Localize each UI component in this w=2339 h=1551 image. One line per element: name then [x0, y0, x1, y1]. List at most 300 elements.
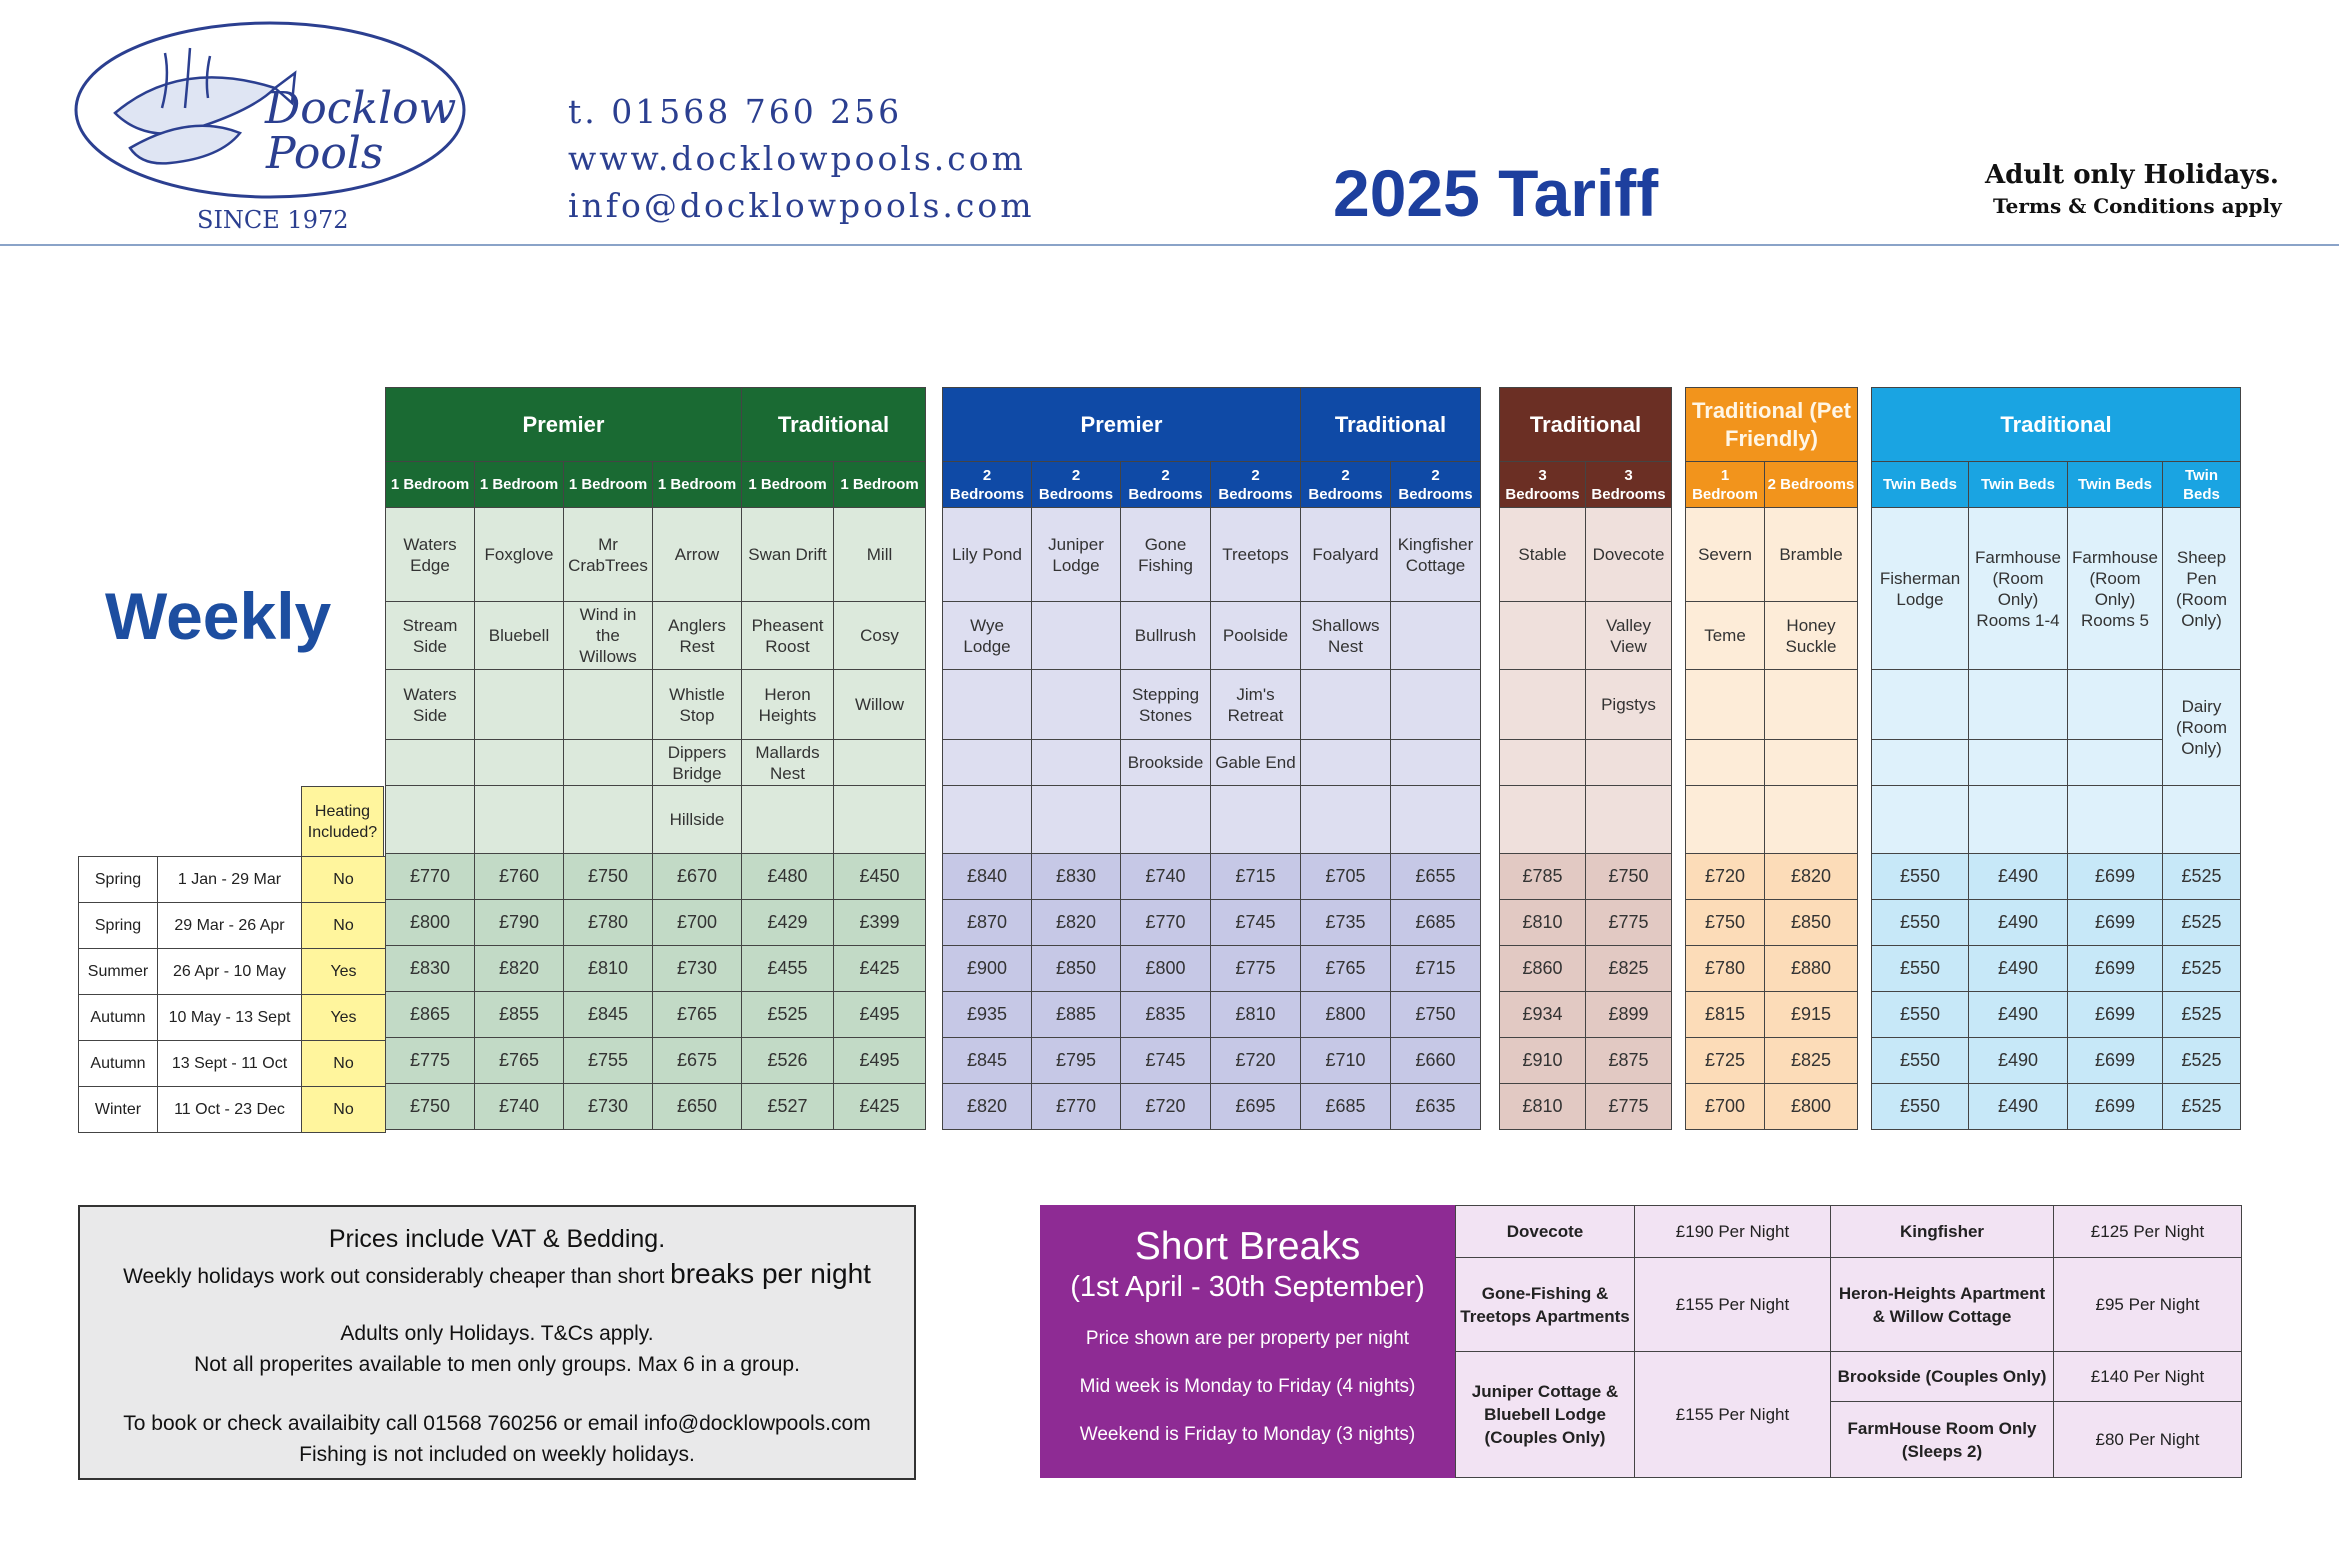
property-name: Pigstys: [1586, 670, 1672, 740]
weekly-price: £800: [1121, 946, 1211, 992]
weekly-price: £450: [834, 854, 926, 900]
weekly-price: £855: [475, 992, 564, 1038]
property-row: [386, 602, 926, 670]
property-name: [1121, 786, 1211, 854]
season-name: Autumn: [79, 1041, 158, 1087]
short-breaks-table: [1455, 1205, 2242, 1478]
property-name: [1765, 740, 1858, 786]
property-name: Bullrush: [1121, 602, 1211, 670]
weekly-price: £810: [564, 946, 653, 992]
weekly-price: £700: [1686, 1084, 1765, 1130]
short-breaks-box: [1040, 1205, 1455, 1478]
weekly-price: £850: [1032, 946, 1121, 992]
weekly-price: £525: [2163, 900, 2241, 946]
weekly-price: £480: [742, 854, 834, 900]
group-category-header: Traditional (Pet Friendly): [1686, 388, 1858, 462]
group-category-header: Premier: [386, 388, 742, 462]
property-name: [1686, 740, 1765, 786]
property-name: Treetops: [1211, 508, 1301, 602]
short-breaks-dates: (1st April - 30th September): [1070, 1271, 1425, 1303]
property-name: Gable End: [1211, 740, 1301, 786]
weekly-price: £525: [742, 992, 834, 1038]
property-name: Foxglove: [475, 508, 564, 602]
weekly-price: £885: [1032, 992, 1121, 1038]
weekly-price: £495: [834, 992, 926, 1038]
weekly-price: £699: [2068, 1038, 2163, 1084]
bedrooms-label: 1 Bedroom: [564, 462, 653, 508]
weekly-price: £775: [1211, 946, 1301, 992]
price-row: [1500, 1084, 1672, 1130]
weekly-price: £810: [1500, 1084, 1586, 1130]
info-groups: Not all properites available to men only groups. Max 6 in a group.: [194, 1353, 800, 1376]
group-header-row: [1686, 388, 1858, 462]
price-row: [386, 900, 926, 946]
property-name: Willow: [834, 670, 926, 740]
bedrooms-label: 2 Bedrooms: [1211, 462, 1301, 508]
weekly-price: £875: [1586, 1038, 1672, 1084]
weekly-heading: Weekly: [105, 579, 332, 653]
property-name: [1686, 786, 1765, 854]
weekly-price: £425: [834, 946, 926, 992]
property-name: [2068, 670, 2163, 740]
property-name: [1032, 740, 1121, 786]
property-name: Honey Suckle: [1765, 602, 1858, 670]
weekly-price: £845: [943, 1038, 1032, 1084]
season-name: Spring: [79, 903, 158, 949]
weekly-price: £760: [475, 854, 564, 900]
docklow-pools-logo: [70, 18, 470, 233]
season-name: Summer: [79, 949, 158, 995]
property-row: [1686, 670, 1858, 740]
bedrooms-label: 2 Bedrooms: [1391, 462, 1481, 508]
property-row: [943, 670, 1481, 740]
price-row: [1686, 900, 1858, 946]
short-breaks-note-midweek: Mid week is Monday to Friday (4 nights): [1079, 1376, 1416, 1397]
property-name: [1586, 740, 1672, 786]
weekly-price: £750: [386, 1084, 475, 1130]
season-name: Autumn: [79, 995, 158, 1041]
bedrooms-row: [1872, 462, 2241, 508]
weekly-price: £830: [386, 946, 475, 992]
weekly-price: £735: [1301, 900, 1391, 946]
price-row: [386, 1038, 926, 1084]
property-name: Farmhouse (Room Only) Rooms 5: [2068, 508, 2163, 670]
weekly-price: £725: [1686, 1038, 1765, 1084]
property-name: Jim's Retreat: [1211, 670, 1301, 740]
weekly-price: £935: [943, 992, 1032, 1038]
weekly-price: £525: [2163, 1038, 2241, 1084]
weekly-price: £780: [564, 900, 653, 946]
heating-included: Yes: [302, 949, 386, 995]
weekly-price: £899: [1586, 992, 1672, 1038]
price-row: [386, 1084, 926, 1130]
price-row: [1500, 900, 1672, 946]
weekly-price: £820: [475, 946, 564, 992]
property-name: Mallards Nest: [742, 740, 834, 786]
property-name: Severn: [1686, 508, 1765, 602]
property-name: [475, 670, 564, 740]
property-name: [1391, 670, 1481, 740]
weekly-price: £455: [742, 946, 834, 992]
weekly-price: £525: [2163, 946, 2241, 992]
weekly-price: £780: [1686, 946, 1765, 992]
weekly-price: £765: [475, 1038, 564, 1084]
group-category-header: Traditional: [1872, 388, 2241, 462]
terms-text: Terms & Conditions apply: [1993, 194, 2282, 218]
weekly-price: £670: [653, 854, 742, 900]
contact-email[interactable]: info@docklowpools.com: [568, 186, 1035, 225]
season-dates: 29 Mar - 26 Apr: [158, 903, 302, 949]
weekly-price: £915: [1765, 992, 1858, 1038]
short-breaks-note-weekend: Weekend is Friday to Monday (3 nights): [1079, 1424, 1416, 1445]
price-row: [943, 1084, 1481, 1130]
weekly-price: £765: [1301, 946, 1391, 992]
weekly-price: £730: [653, 946, 742, 992]
weekly-price: £650: [653, 1084, 742, 1130]
weekly-price: £840: [943, 854, 1032, 900]
weekly-price: £775: [1586, 900, 1672, 946]
price-row: [1500, 946, 1672, 992]
property-name: Dovecote: [1586, 508, 1672, 602]
season-dates: 13 Sept - 11 Oct: [158, 1041, 302, 1087]
table-row: [1456, 1258, 2242, 1352]
weekly-price: £495: [834, 1038, 926, 1084]
property-name: [834, 786, 926, 854]
property-name: Gone Fishing: [1121, 508, 1211, 602]
property-row: [1500, 740, 1672, 786]
property-name: [1872, 786, 1969, 854]
weekly-price: £820: [1032, 900, 1121, 946]
bedrooms-label: 2 Bedrooms: [1301, 462, 1391, 508]
property-name: [1301, 740, 1391, 786]
weekly-price: £655: [1391, 854, 1481, 900]
weekly-price: £850: [1765, 900, 1858, 946]
weekly-price: £750: [564, 854, 653, 900]
season-dates: 11 Oct - 23 Dec: [158, 1087, 302, 1133]
weekly-price: £550: [1872, 1084, 1969, 1130]
season-name: Spring: [79, 857, 158, 903]
weekly-price: £860: [1500, 946, 1586, 992]
property-name: [1391, 786, 1481, 854]
table-row: [1456, 1352, 2242, 1402]
property-name: [386, 786, 475, 854]
property-name: [1969, 740, 2068, 786]
heating-included: No: [302, 1087, 386, 1133]
weekly-price: £715: [1211, 854, 1301, 900]
price-row: [386, 854, 926, 900]
weekly-price: £399: [834, 900, 926, 946]
sb-property: Heron-Heights Apartment & Willow Cottage: [1831, 1258, 2054, 1352]
property-name: Fisherman Lodge: [1872, 508, 1969, 670]
bedrooms-row: [386, 462, 926, 508]
property-name: [834, 740, 926, 786]
weekly-price: £825: [1765, 1038, 1858, 1084]
weekly-price: £870: [943, 900, 1032, 946]
season-row: [79, 1087, 386, 1133]
weekly-price: £715: [1391, 946, 1481, 992]
property-name: Farmhouse (Room Only) Rooms 1-4: [1969, 508, 2068, 670]
weekly-price: £900: [943, 946, 1032, 992]
bedrooms-row: [943, 462, 1481, 508]
weekly-price: £755: [564, 1038, 653, 1084]
season-row: [79, 949, 386, 995]
property-name: Cosy: [834, 602, 926, 670]
sb-property: FarmHouse Room Only (Sleeps 2): [1831, 1402, 2054, 1478]
property-name: [742, 786, 834, 854]
property-name: Stable: [1500, 508, 1586, 602]
weekly-price: £550: [1872, 900, 1969, 946]
property-name: Wye Lodge: [943, 602, 1032, 670]
sb-property: Kingfisher: [1831, 1206, 2054, 1258]
bedrooms-label: Twin Beds: [1969, 462, 2068, 508]
weekly-price: £699: [2068, 1084, 2163, 1130]
sb-property: Dovecote: [1456, 1206, 1635, 1258]
season-dates: 1 Jan - 29 Mar: [158, 857, 302, 903]
property-name: Dippers Bridge: [653, 740, 742, 786]
season-row: [79, 857, 386, 903]
weekly-price: £845: [564, 992, 653, 1038]
weekly-price: £699: [2068, 854, 2163, 900]
property-name: [1391, 740, 1481, 786]
bedrooms-label: Twin Beds: [2163, 462, 2241, 508]
sb-price: £80 Per Night: [2054, 1402, 2242, 1478]
logo-name-line2: Pools: [266, 128, 384, 179]
property-name: Mill: [834, 508, 926, 602]
weekly-price: £835: [1121, 992, 1211, 1038]
weekly-price: £490: [1969, 900, 2068, 946]
contact-website[interactable]: www.docklowpools.com: [568, 139, 1026, 178]
group-header-row: [386, 388, 926, 462]
property-row: [1872, 786, 2241, 854]
bedrooms-label: Twin Beds: [1872, 462, 1969, 508]
bedrooms-label: Twin Beds: [2068, 462, 2163, 508]
season-row: [79, 1041, 386, 1087]
property-row: [943, 602, 1481, 670]
property-row: [1500, 602, 1672, 670]
adult-only-text: Adult only Holidays.: [1985, 160, 2279, 190]
weekly-price: £425: [834, 1084, 926, 1130]
logo-since: SINCE 1972: [197, 206, 349, 233]
weekly-price: £800: [1301, 992, 1391, 1038]
sb-property: Brookside (Couples Only): [1831, 1352, 2054, 1402]
weekly-price: £550: [1872, 854, 1969, 900]
weekly-price: £660: [1391, 1038, 1481, 1084]
weekly-price: £775: [386, 1038, 475, 1084]
weekly-price: £770: [1121, 900, 1211, 946]
weekly-price: £745: [1121, 1038, 1211, 1084]
property-name: [1686, 670, 1765, 740]
price-row: [1872, 1084, 2241, 1130]
property-name: Foalyard: [1301, 508, 1391, 602]
tariff-group-table: [1499, 387, 1672, 1130]
property-name: [1032, 602, 1121, 670]
weekly-price: £770: [386, 854, 475, 900]
property-name: Sheep Pen (Room Only): [2163, 508, 2241, 670]
weekly-price: £740: [475, 1084, 564, 1130]
property-name: Stream Side: [386, 602, 475, 670]
bedrooms-label: 1 Bedroom: [742, 462, 834, 508]
weekly-price: £550: [1872, 992, 1969, 1038]
weekly-price: £775: [1586, 1084, 1672, 1130]
property-row: [943, 508, 1481, 602]
weekly-price: £699: [2068, 992, 2163, 1038]
weekly-price: £710: [1301, 1038, 1391, 1084]
property-name: Swan Drift: [742, 508, 834, 602]
bedrooms-label: 1 Bedroom: [1686, 462, 1765, 508]
property-row: [386, 670, 926, 740]
property-name: Waters Edge: [386, 508, 475, 602]
sb-price: £155 Per Night: [1635, 1352, 1831, 1478]
price-row: [386, 992, 926, 1038]
property-name: [1872, 670, 1969, 740]
season-name: Winter: [79, 1087, 158, 1133]
property-name: [1032, 670, 1121, 740]
price-row: [1686, 992, 1858, 1038]
short-breaks-note-price: Price shown are per property per night: [1085, 1328, 1410, 1349]
property-name: Bluebell: [475, 602, 564, 670]
property-row: [386, 786, 926, 854]
weekly-price: £810: [1211, 992, 1301, 1038]
price-row: [1500, 854, 1672, 900]
season-table: [78, 856, 386, 1133]
property-row: [1872, 508, 2241, 602]
property-name: [1032, 786, 1121, 854]
property-name: Valley View: [1586, 602, 1672, 670]
property-name: [1500, 670, 1586, 740]
weekly-price: £720: [1211, 1038, 1301, 1084]
weekly-price: £750: [1391, 992, 1481, 1038]
info-fishing: Fishing is not included on weekly holidays.: [299, 1443, 695, 1466]
property-name: [943, 740, 1032, 786]
property-name: Shallows Nest: [1301, 602, 1391, 670]
price-row: [386, 946, 926, 992]
group-category-header: Traditional: [1301, 388, 1481, 462]
bedrooms-label: 3 Bedrooms: [1586, 462, 1672, 508]
property-row: [1686, 786, 1858, 854]
weekly-price: £810: [1500, 900, 1586, 946]
sb-price: £155 Per Night: [1635, 1258, 1831, 1352]
price-row: [1872, 992, 2241, 1038]
bedrooms-label: 2 Bedrooms: [1121, 462, 1211, 508]
contact-phone[interactable]: t. 01568 760 256: [568, 92, 903, 131]
price-row: [1872, 854, 2241, 900]
price-row: [1872, 900, 2241, 946]
property-name: [1765, 670, 1858, 740]
property-name: [1586, 786, 1672, 854]
property-name: [1301, 670, 1391, 740]
property-name: Anglers Rest: [653, 602, 742, 670]
bedrooms-label: 3 Bedrooms: [1500, 462, 1586, 508]
property-name: Pheasent Roost: [742, 602, 834, 670]
weekly-price: £825: [1586, 946, 1672, 992]
price-row: [1872, 1038, 2241, 1084]
price-row: [943, 854, 1481, 900]
property-name: [943, 670, 1032, 740]
weekly-price: £750: [1686, 900, 1765, 946]
price-row: [1686, 946, 1858, 992]
property-name: Dairy (Room Only): [2163, 670, 2241, 786]
weekly-price: £790: [475, 900, 564, 946]
weekly-price: £750: [1586, 854, 1672, 900]
header-divider: [0, 244, 2339, 246]
property-row: [1500, 670, 1672, 740]
property-name: [475, 740, 564, 786]
property-name: Kingfisher Cottage: [1391, 508, 1481, 602]
weekly-price: £770: [1032, 1084, 1121, 1130]
info-breaks-text: breaks per night: [670, 1258, 871, 1289]
weekly-price: £490: [1969, 992, 2068, 1038]
price-row: [1686, 1084, 1858, 1130]
weekly-price: £525: [2163, 854, 2241, 900]
weekly-price: £830: [1032, 854, 1121, 900]
sb-price: £95 Per Night: [2054, 1258, 2242, 1352]
property-row: [1686, 602, 1858, 670]
weekly-price: £490: [1969, 1084, 2068, 1130]
weekly-price: £800: [1765, 1084, 1858, 1130]
property-name: [2163, 786, 2241, 854]
property-name: Hillside: [653, 786, 742, 854]
property-name: [943, 786, 1032, 854]
weekly-price: £820: [943, 1084, 1032, 1130]
info-vat: Prices include VAT & Bedding.: [328, 1225, 666, 1253]
property-name: Heron Heights: [742, 670, 834, 740]
property-name: [1969, 670, 2068, 740]
heating-included: No: [302, 857, 386, 903]
bedrooms-row: [1500, 462, 1672, 508]
weekly-price: £685: [1301, 1084, 1391, 1130]
property-name: Wind in the Willows: [564, 602, 653, 670]
weekly-price: £635: [1391, 1084, 1481, 1130]
group-header-row: [1872, 388, 2241, 462]
sb-price: £125 Per Night: [2054, 1206, 2242, 1258]
group-category-header: Traditional: [1500, 388, 1672, 462]
price-row: [1686, 854, 1858, 900]
heating-included: No: [302, 903, 386, 949]
weekly-price: £685: [1391, 900, 1481, 946]
property-name: [2068, 786, 2163, 854]
weekly-price: £490: [1969, 854, 2068, 900]
weekly-price: £815: [1686, 992, 1765, 1038]
logo-name-line1: Docklow: [265, 83, 457, 134]
bedrooms-label: 2 Bedrooms: [1032, 462, 1121, 508]
heating-included: Yes: [302, 995, 386, 1041]
bedrooms-label: 2 Bedrooms: [1765, 462, 1858, 508]
price-row: [943, 946, 1481, 992]
price-row: [943, 900, 1481, 946]
weekly-price: £800: [386, 900, 475, 946]
property-name: Brookside: [1121, 740, 1211, 786]
sb-property: Gone-Fishing & Treetops Apartments: [1456, 1258, 1635, 1352]
property-row: [1686, 740, 1858, 786]
property-name: Mr CrabTrees: [564, 508, 653, 602]
bedrooms-row: [1686, 462, 1858, 508]
tariff-group-table: [942, 387, 1481, 1130]
weekly-price: £720: [1686, 854, 1765, 900]
weekly-price: £720: [1121, 1084, 1211, 1130]
property-name: [1391, 602, 1481, 670]
weekly-price: £429: [742, 900, 834, 946]
contact-block: [568, 88, 1035, 229]
season-dates: 10 May - 13 Sept: [158, 995, 302, 1041]
info-weekly-text: Weekly holidays work out considerably cheaper than short: [123, 1265, 671, 1288]
short-breaks-title: Short Breaks: [1134, 1225, 1361, 1268]
property-row: [1500, 508, 1672, 602]
weekly-price: £865: [386, 992, 475, 1038]
info-booking: To book or check availaibity call 01568 760256 or email info@docklowpools.com: [123, 1412, 871, 1435]
price-row: [1500, 992, 1672, 1038]
weekly-price: £550: [1872, 1038, 1969, 1084]
weekly-price: £740: [1121, 854, 1211, 900]
